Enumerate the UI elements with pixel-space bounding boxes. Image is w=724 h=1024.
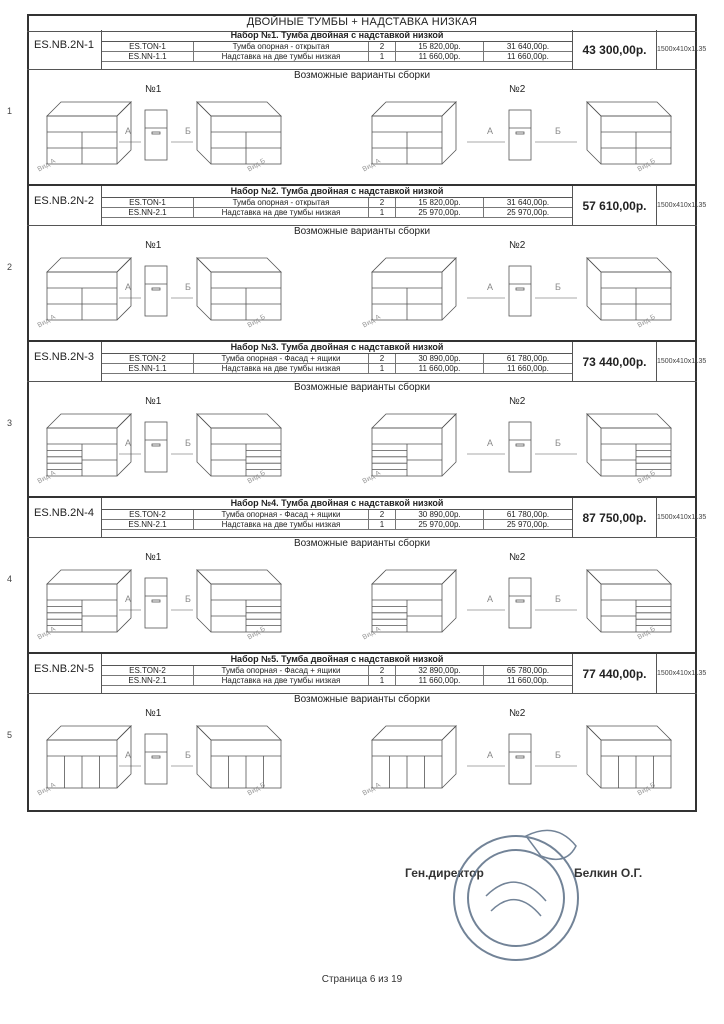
set-line	[102, 52, 572, 62]
item-sum: 31 640,00р.	[506, 198, 550, 207]
view-b-label: Вид Б	[246, 781, 267, 798]
view-b-label: Вид Б	[636, 313, 657, 330]
item-price: 25 970,00р.	[396, 208, 484, 218]
variants-label: Возможные варианты сборки	[293, 382, 431, 393]
view-a-label: Вид А	[361, 625, 382, 642]
item-qty: 1	[369, 208, 396, 218]
view-a-label: Вид А	[361, 469, 382, 486]
item-sum: 11 660,00р.	[507, 364, 549, 373]
page-footer: Страница 6 из 19	[321, 974, 403, 985]
item-name: Надставка на две тумбы низкая	[194, 208, 369, 218]
view-label-2: №2	[509, 708, 526, 719]
item-qty: 2	[369, 510, 396, 520]
section-divider	[27, 652, 697, 654]
item-code: ES.NN-1.1	[102, 52, 194, 62]
view-b-label: Вид Б	[636, 469, 657, 486]
item-code: ES.TON-2	[102, 354, 194, 364]
view-a-label: Вид А	[361, 313, 382, 330]
set-number: 5	[7, 730, 13, 740]
arrow-label-a: А	[125, 438, 132, 448]
item-price: 15 820,00р.	[396, 198, 484, 208]
item-sum: 31 640,00р.	[506, 42, 550, 51]
arrow-label-a: А	[125, 750, 132, 760]
item-code: ES.NN-2.1	[102, 208, 194, 218]
item-price: 15 820,00р.	[396, 42, 484, 52]
set-number: 4	[7, 574, 13, 584]
view-b-label: Вид Б	[246, 313, 267, 330]
set-line	[102, 510, 572, 520]
set-header	[27, 186, 707, 226]
item-sum: 11 660,00р.	[507, 676, 549, 685]
item-price: 11 660,00р.	[396, 676, 484, 686]
item-sum: 25 970,00р.	[506, 208, 550, 217]
set-total: 43 300,00р.	[572, 30, 657, 70]
item-code: ES.TON-2	[102, 666, 194, 676]
view-label-2: №2	[509, 396, 526, 407]
set-line	[102, 208, 572, 218]
set-title: Набор №1. Тумба двойная с надставкой низкой	[102, 30, 572, 42]
set-dimensions: 1500x410x1135	[657, 46, 707, 53]
view-label-1: №1	[145, 240, 162, 251]
arrow-label-b: Б	[185, 282, 191, 292]
item-sum: 65 780,00р.	[506, 666, 550, 675]
item-name: Надставка на две тумбы низкая	[194, 676, 369, 686]
set-dimensions: 1500x410x1135	[657, 358, 707, 365]
arrow-label-b: Б	[555, 126, 561, 136]
view-label-1: №1	[145, 396, 162, 407]
set-total: 73 440,00р.	[572, 342, 657, 382]
arrow-label-a: А	[487, 126, 494, 136]
item-name: Тумба опорная - Фасад + ящики	[194, 510, 369, 520]
view-b-label: Вид Б	[246, 157, 267, 174]
section-divider	[27, 184, 697, 186]
set-line	[102, 354, 572, 364]
set-dimensions: 1500x410x1135	[657, 202, 707, 209]
set-dimensions: 1500x410x1135	[657, 514, 707, 521]
set-header	[27, 342, 707, 382]
set-sku: ES.NB.2N-1	[27, 30, 102, 70]
view-label-1: №1	[145, 708, 162, 719]
arrow-label-b: Б	[555, 750, 561, 760]
view-a-label: Вид А	[36, 157, 57, 174]
arrow-label-a: А	[487, 282, 494, 292]
item-qty: 1	[369, 52, 396, 62]
item-price: 32 890,00р.	[396, 666, 484, 676]
section-divider	[27, 496, 697, 498]
variants-label: Возможные варианты сборки	[293, 538, 431, 549]
item-name: Тумба опорная - открытая	[194, 198, 369, 208]
company-stamp	[446, 826, 586, 966]
item-price: 11 660,00р.	[396, 52, 484, 62]
view-label-1: №1	[145, 552, 162, 563]
set-number: 2	[7, 262, 13, 272]
view-a-label: Вид А	[361, 157, 382, 174]
view-b-label: Вид Б	[246, 625, 267, 642]
view-b-label: Вид Б	[246, 469, 267, 486]
item-code: ES.TON-1	[102, 42, 194, 52]
item-name: Тумба опорная - открытая	[194, 42, 369, 52]
view-label-2: №2	[509, 84, 526, 95]
item-sum: 61 780,00р.	[506, 510, 550, 519]
set-sku: ES.NB.2N-5	[27, 654, 102, 694]
set-line	[102, 364, 572, 374]
set-title: Набор №3. Тумба двойная с надставкой низкой	[102, 342, 572, 354]
view-a-label: Вид А	[361, 781, 382, 798]
arrow-label-a: А	[487, 438, 494, 448]
item-name: Надставка на две тумбы низкая	[194, 52, 369, 62]
item-qty: 1	[369, 364, 396, 374]
view-label-1: №1	[145, 84, 162, 95]
page-title: ДВОЙНЫЕ ТУМБЫ + НАДСТАВКА НИЗКАЯ	[27, 14, 697, 32]
set-title: Набор №5. Тумба двойная с надставкой низкой	[102, 654, 572, 666]
section-divider	[27, 340, 697, 342]
arrow-label-b: Б	[185, 126, 191, 136]
arrow-label-b: Б	[185, 594, 191, 604]
variants-label: Возможные варианты сборки	[293, 226, 431, 237]
arrow-label-a: А	[125, 282, 132, 292]
item-sum: 25 970,00р.	[506, 520, 550, 529]
item-price: 25 970,00р.	[396, 520, 484, 530]
item-code: ES.NN-2.1	[102, 676, 194, 686]
arrow-label-a: А	[125, 594, 132, 604]
set-line	[102, 676, 572, 686]
arrow-label-a: А	[487, 594, 494, 604]
view-a-label: Вид А	[36, 313, 57, 330]
item-name: Тумба опорная - Фасад + ящики	[194, 666, 369, 676]
variants-label: Возможные варианты сборки	[293, 70, 431, 81]
item-name: Надставка на две тумбы низкая	[194, 520, 369, 530]
item-code: ES.NN-2.1	[102, 520, 194, 530]
item-price: 30 890,00р.	[396, 354, 484, 364]
item-qty: 2	[369, 354, 396, 364]
set-sku: ES.NB.2N-3	[27, 342, 102, 382]
item-qty: 1	[369, 676, 396, 686]
set-line	[102, 198, 572, 208]
arrow-label-b: Б	[555, 438, 561, 448]
set-dimensions: 1500x410x1135	[657, 670, 707, 677]
item-code: ES.TON-2	[102, 510, 194, 520]
set-total: 87 750,00р.	[572, 498, 657, 538]
signature-name: Белкин О.Г.	[574, 866, 643, 880]
item-price: 11 660,00р.	[396, 364, 484, 374]
arrow-label-b: Б	[185, 750, 191, 760]
arrow-label-b: Б	[185, 438, 191, 448]
item-name: Тумба опорная - Фасад + ящики	[194, 354, 369, 364]
signature-role: Ген.директор	[405, 866, 484, 880]
set-line	[102, 666, 572, 676]
variants-label: Возможные варианты сборки	[293, 694, 431, 705]
item-qty: 1	[369, 520, 396, 530]
item-sum: 61 780,00р.	[506, 354, 550, 363]
set-total: 57 610,00р.	[572, 186, 657, 226]
item-price: 30 890,00р.	[396, 510, 484, 520]
set-header	[27, 30, 707, 70]
set-header	[27, 654, 707, 694]
set-line	[102, 520, 572, 530]
item-qty: 2	[369, 666, 396, 676]
set-header	[27, 498, 707, 538]
view-b-label: Вид Б	[636, 157, 657, 174]
view-b-label: Вид Б	[636, 781, 657, 798]
item-qty: 2	[369, 42, 396, 52]
set-number: 3	[7, 418, 13, 428]
item-code: ES.TON-1	[102, 198, 194, 208]
item-qty: 2	[369, 198, 396, 208]
view-label-2: №2	[509, 552, 526, 563]
set-total: 77 440,00р.	[572, 654, 657, 694]
arrow-label-b: Б	[555, 594, 561, 604]
item-sum: 11 660,00р.	[507, 52, 549, 61]
view-b-label: Вид Б	[636, 625, 657, 642]
view-a-label: Вид А	[36, 469, 57, 486]
set-number: 1	[7, 106, 13, 116]
set-title: Набор №4. Тумба двойная с надставкой низкой	[102, 498, 572, 510]
view-label-2: №2	[509, 240, 526, 251]
set-title: Набор №2. Тумба двойная с надставкой низкой	[102, 186, 572, 198]
view-a-label: Вид А	[36, 625, 57, 642]
set-sku: ES.NB.2N-2	[27, 186, 102, 226]
arrow-label-b: Б	[555, 282, 561, 292]
item-name: Надставка на две тумбы низкая	[194, 364, 369, 374]
arrow-label-a: А	[125, 126, 132, 136]
arrow-label-a: А	[487, 750, 494, 760]
view-a-label: Вид А	[36, 781, 57, 798]
set-line	[102, 42, 572, 52]
item-code: ES.NN-1.1	[102, 364, 194, 374]
set-sku: ES.NB.2N-4	[27, 498, 102, 538]
